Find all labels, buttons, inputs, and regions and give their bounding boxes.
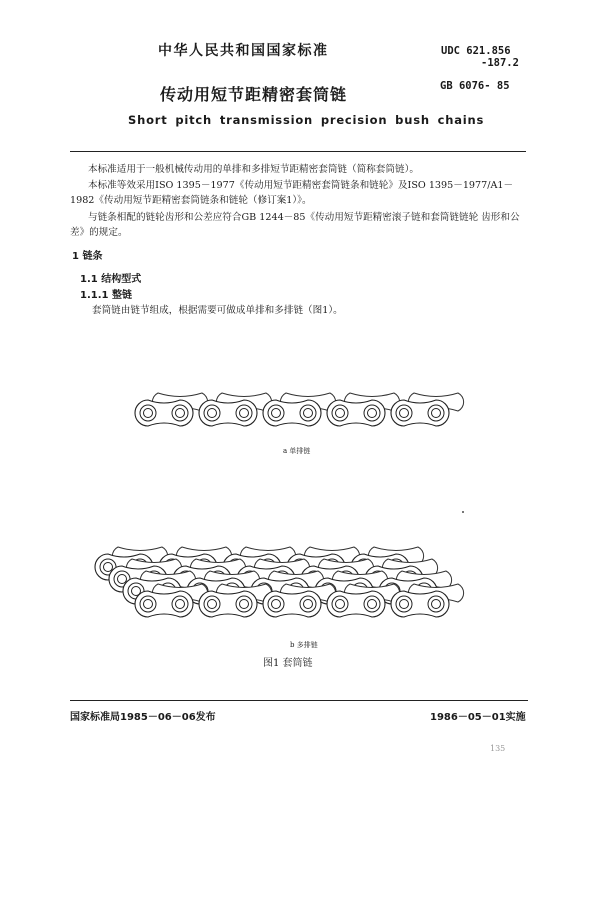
single-strand-chain [135,393,464,426]
standard-name: 中华人民共和国国家标准 [158,43,329,59]
issue-date: 国家标准局1985－06－06发布 [70,712,216,723]
section-heading-complete-chain: 1.1.1 整链 [80,290,132,301]
chain-description-paragraph: 套筒链由链节组成，根据需要可做成单排和多排链（图1）。 [92,305,343,316]
sprocket-paragraph: 与链条相配的链轮齿形和公差应符合GB 1244－85《传动用短节距精密滚子链和套筒链链轮 齿形和公差》的规定。 [70,212,520,238]
effective-date: 1986－05－01实施 [430,712,526,723]
figure-caption-a: a 单排链 [283,447,311,455]
section-heading-chain: 1 链条 [72,251,103,262]
document-title-english: Short pitch transmission precision bush chains [128,113,485,127]
page-number: 135 [490,744,506,753]
footer-divider [70,700,528,701]
multi-strand-chain [95,547,464,617]
udc-code-continued: -187.2 [481,57,519,69]
equivalence-paragraph: 本标准等效采用ISO 1395－1977《传动用短节距精密套筒链条和链轮》及ISO 1395－1977/A1－1982《传动用短节距精密套筒链条和链轮（修订案1）》。 [70,180,514,206]
gb-number: GB 6076- 85 [440,80,510,92]
figure-caption-b: b 多排链 [290,641,318,649]
scope-paragraph: 本标准适用于一般机械传动用的单排和多排短节距精密套筒链（简称套筒链）。 [88,164,419,175]
document-title-chinese: 传动用短节距精密套筒链 [160,85,348,104]
scan-speck [462,511,464,513]
figure-caption: 图1 套筒链 [263,658,313,669]
udc-code: UDC 621.856 [441,45,511,57]
section-heading-structure: 1.1 结构型式 [80,274,142,285]
